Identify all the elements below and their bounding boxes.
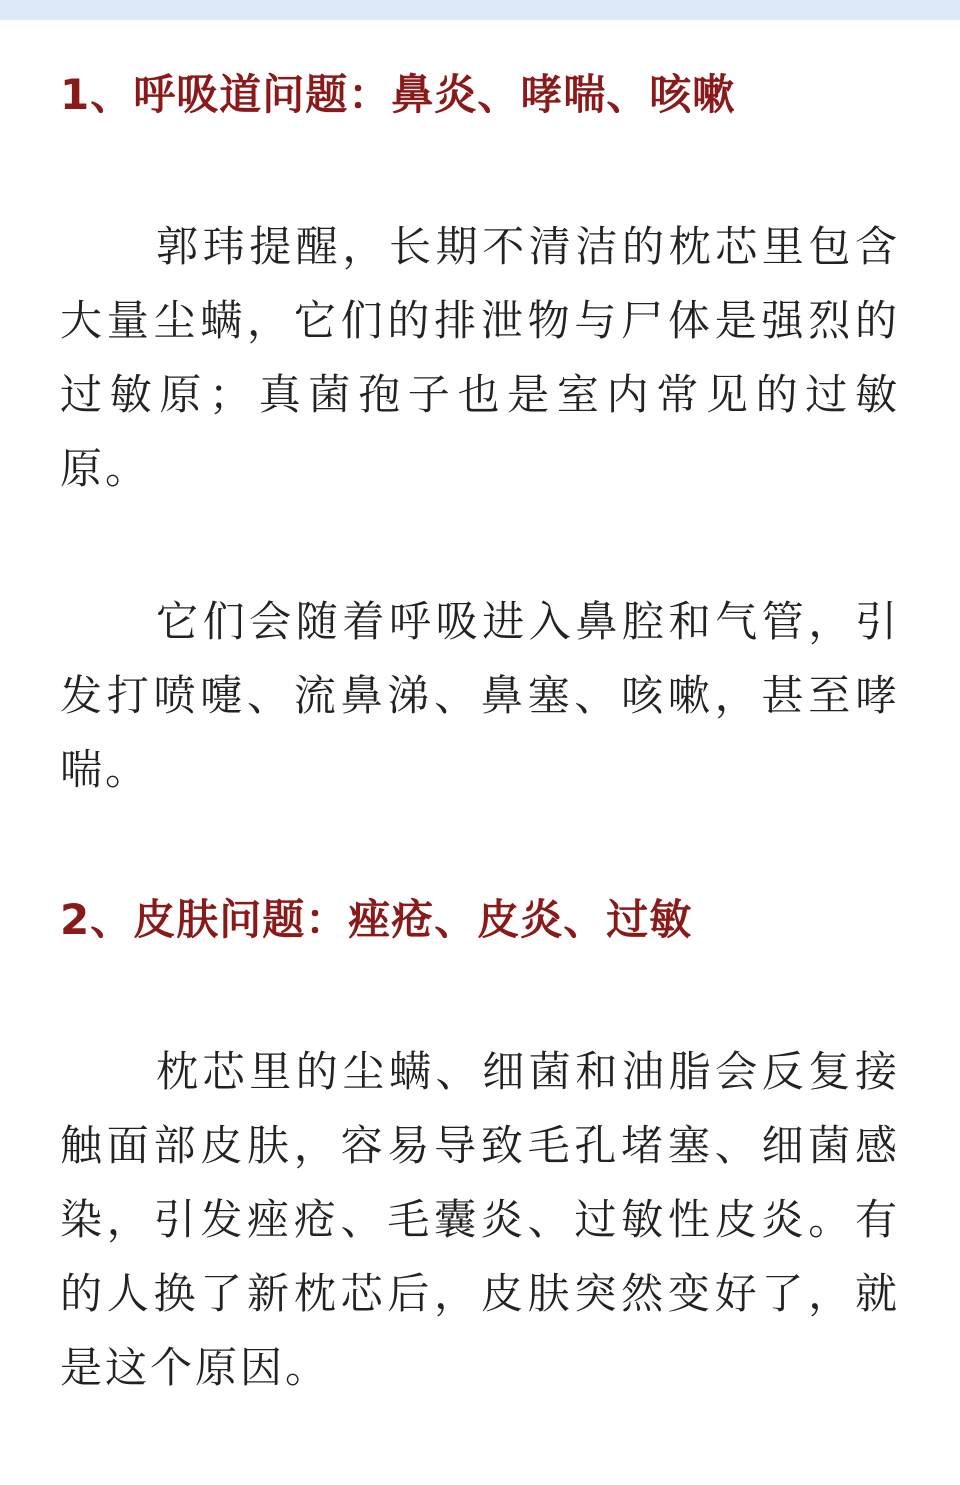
paragraph: 枕芯里的尘螨、细菌和油脂会反复接触面部皮肤，容易导致毛孔堵塞、细菌感染，引发痤疮、毛囊炎、过敏性皮炎。有的人换了新枕芯后，皮肤突然变好了，就是这个原因。 <box>60 1047 900 1392</box>
section-heading-skin: 2、皮肤问题：痤疮、皮炎、过敏 <box>60 895 693 944</box>
top-bar <box>0 0 960 20</box>
section-heading-respiratory: 1、呼吸道问题：鼻炎、哮喘、咳嗽 <box>60 70 736 119</box>
paragraph: 郭玮提醒，长期不清洁的枕芯里包含大量尘螨，它们的排泄物与尸体是强烈的过敏原；真菌孢子也是室内常见的过敏原。 <box>60 222 900 493</box>
paragraph: 它们会随着呼吸进入鼻腔和气管，引发打喷嚏、流鼻涕、鼻塞、咳嗽，甚至哮喘。 <box>60 597 900 794</box>
